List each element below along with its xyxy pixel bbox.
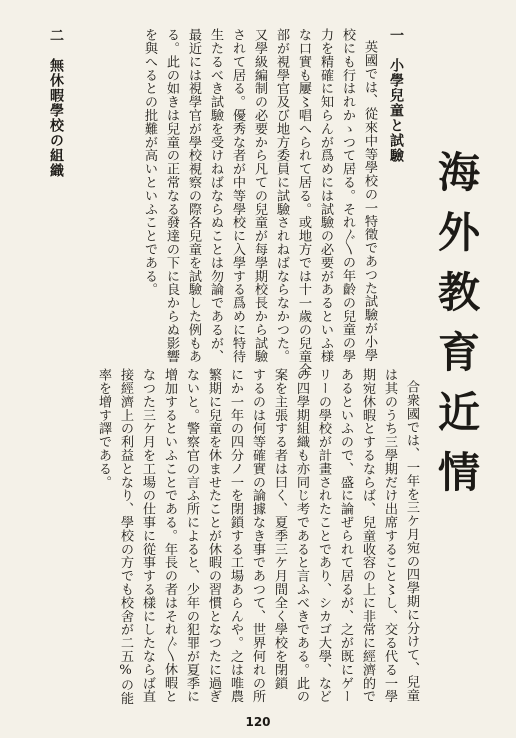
intro-line: 案を主張する者は曰く、夏季三ケ月間全く學校を閉鎖 (272, 368, 287, 690)
section1-line: 力を精確に知らんが爲めには試驗の必要があるといふ様 (318, 28, 333, 363)
intro-line: にか一年の四分ノ一を閉鎖する工場あらんや。之は唯農 (228, 368, 243, 703)
section1-line: を與へるとの批難が高いといふことである。 (142, 28, 157, 296)
section1-line: る。此の如きは兒童の正常なる發達の下に良からぬ影響 (164, 28, 179, 363)
section1-line: されて居る。優秀な者が中等學校に入學する爲めに特待 (230, 28, 245, 363)
section-heading-1: 一 小學兒童と試驗 (388, 28, 404, 163)
intro-line: 合衆國では、一年を三ケ月宛の四學期に分けて、兒童 (404, 380, 419, 702)
intro-line: なつた三ケ月を工場の仕事に從事する樣にしたならば直 (140, 368, 155, 703)
section1-line: 生たるべき試驗を受けねばならぬことは勿論であるが、 (208, 28, 223, 363)
section-heading-2: 二 無休暇學校の組織 (48, 28, 64, 178)
section1-line: 部が視學官及び地方委員に試驗されねばならなかつた。 (274, 28, 289, 363)
intro-line: するのは何等確實の論據なき事であつて、世界何れの所 (250, 368, 265, 703)
section1-line: 校にも行はれかゝつて居る。それ〴〵の年齡の兒童の學 (340, 28, 355, 363)
intro-line: の四學期組織も亦同じ考であると言ふべきである。此の (294, 368, 309, 703)
intro-line: ないと。警察官の言ふ所によると、少年の犯罪が夏季に (184, 368, 199, 703)
intro-line: 率を增す譯である。 (96, 368, 111, 489)
intro-line: 增加するといふことである。年長の者はそれ〴〵休暇と (162, 368, 177, 703)
intro-line: リーの學校が計畫されたことであり、シカゴ大學、など (316, 368, 331, 703)
intro-line: 繁期に兒童を休ませたことが休暇の習慣となつたに過ぎ (206, 368, 221, 703)
intro-line: 接經濟上の利益となり、學校の方でも校舍が二五%の能 (118, 368, 133, 705)
page-title: 海外教育近情 (432, 150, 481, 510)
section1-line: 英國では、從來中等學校の一特徵であつた試驗が小學 (362, 40, 377, 362)
section1-line: な口實も屢〻唱へられて居る。或地方では十一歲の兒童全 (296, 28, 311, 377)
page-number: 120 (245, 715, 271, 729)
intro-line: 期宛休暇とするならば、兒童收容の上に非常に經濟的で (360, 368, 375, 703)
section1-line: 最近には視學官が學校視察の際各兒童を試驗した例もあ (186, 28, 201, 363)
intro-line: あるといふので、盛に論ぜられて居るが、之が既にゲー (338, 368, 353, 703)
intro-line: は其のうち三學期だけ出席すること〻し、交る代る一學 (382, 368, 397, 703)
section1-line: 又學級編制の必要から凡ての兒童が每學期校長から試驗 (252, 28, 267, 363)
